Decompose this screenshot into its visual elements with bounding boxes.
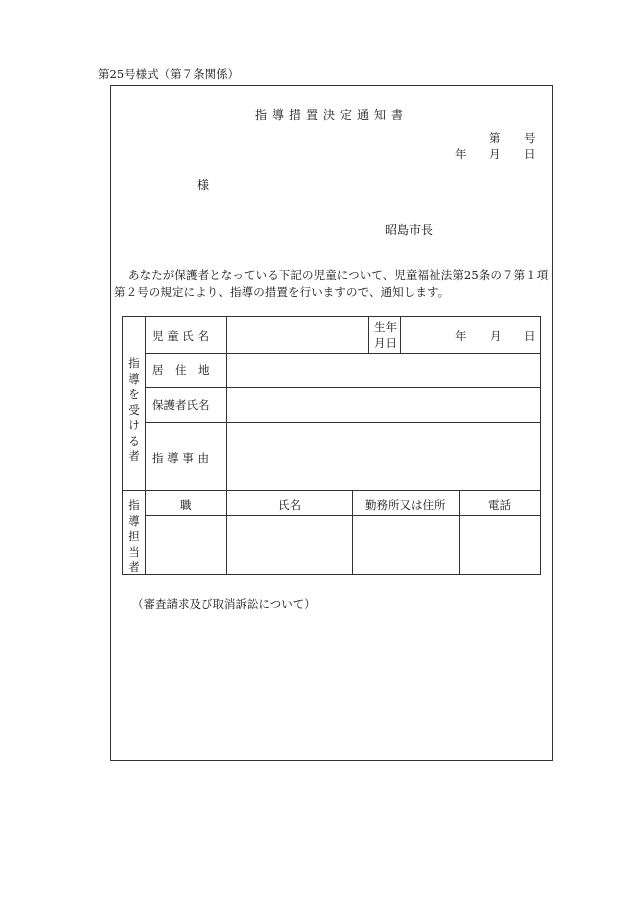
col-name-header: 氏名 — [278, 498, 301, 512]
review-note: （審査請求及び取消訴訟について） — [132, 597, 316, 611]
staff-group-label: 指導担当者 — [128, 498, 140, 574]
birthdate-label-bottom: 月日 — [374, 336, 397, 350]
residence-label: 居 住 地 — [152, 363, 210, 377]
table-divider — [459, 490, 460, 575]
table-divider — [145, 316, 146, 575]
table-divider — [352, 490, 353, 575]
table-border — [540, 316, 541, 575]
birth-month-label: 月 — [490, 329, 502, 343]
table-divider — [145, 515, 541, 516]
guardian-name-label: 保護者氏名 — [152, 398, 210, 412]
reason-label: 指 導 事 由 — [152, 451, 209, 465]
table-divider — [368, 316, 369, 354]
form-number-label: 第25号様式（第７条関係） — [98, 67, 240, 81]
table-divider — [145, 422, 541, 423]
table-divider — [145, 353, 541, 354]
table-divider — [226, 316, 227, 575]
table-divider — [145, 387, 541, 388]
date-month-label: 月 — [489, 147, 501, 161]
recipient-group-label: 指導を受ける者 — [128, 356, 140, 463]
col-phone-header: 電話 — [488, 498, 511, 512]
issuer-name: 昭島市長 — [385, 223, 434, 237]
table-border — [122, 316, 541, 317]
birth-year-label: 年 — [455, 329, 467, 343]
number-go-label: 号 — [524, 131, 536, 145]
details-table — [122, 316, 541, 575]
date-year-label: 年 — [455, 147, 467, 161]
addressee-suffix: 様 — [197, 178, 210, 192]
notice-body-line-1: あなたが保護者となっている下記の児童について、児童福祉法第25条の７第１項 — [128, 268, 549, 282]
col-position-header: 職 — [180, 498, 192, 512]
table-border — [122, 316, 123, 575]
birth-day-label: 日 — [524, 329, 536, 343]
col-workplace-header: 勤務所又は住所 — [365, 498, 446, 512]
date-day-label: 日 — [524, 147, 536, 161]
document-title: 指導措置決定通知書 — [255, 108, 409, 122]
child-name-label: 児 童 氏 名 — [152, 329, 209, 343]
table-divider — [122, 490, 541, 491]
birthdate-label-top: 生年 — [374, 320, 397, 334]
notice-body-line-2: 第２号の規定により、指導の措置を行いますので、通知します。 — [114, 285, 450, 299]
number-dai-label: 第 — [489, 131, 501, 145]
table-divider — [400, 316, 401, 354]
table-border — [122, 574, 541, 575]
